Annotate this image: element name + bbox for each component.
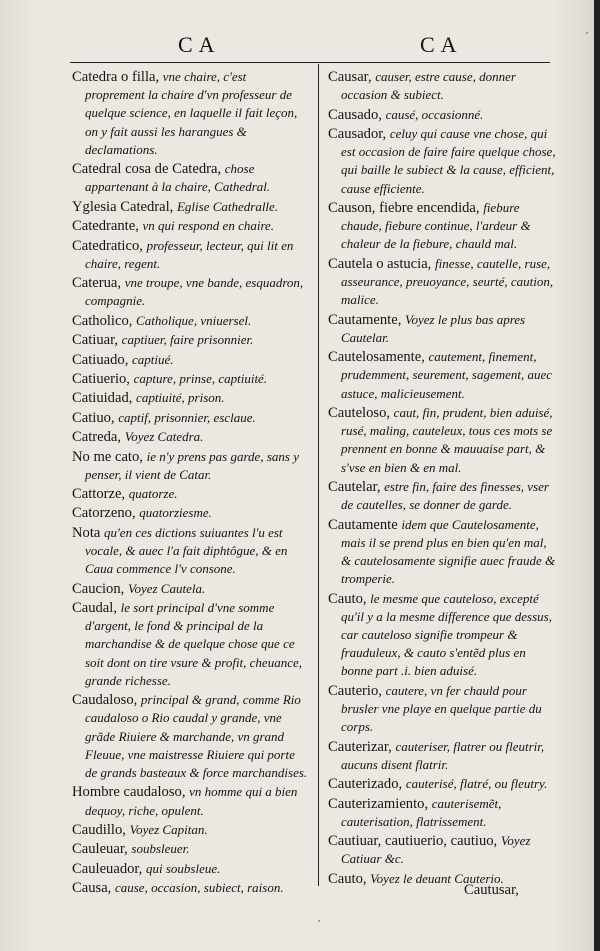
dictionary-entry (72, 524, 309, 579)
dictionary-entry (72, 783, 309, 819)
dictionary-entry (72, 428, 309, 446)
dictionary-entry (328, 795, 556, 831)
entry-headword: Cautela o astucia, (328, 255, 435, 272)
entry-headword: Catreda, (72, 429, 125, 446)
entry-definition: Voyez le plus bas apres Cautelar. (341, 311, 526, 345)
entry-headword: Cauleuador, (72, 860, 146, 877)
dictionary-entry (72, 409, 309, 427)
entry-headword: Causar, (328, 69, 376, 85)
dictionary-entry (72, 160, 309, 196)
dictionary-entry (328, 311, 556, 347)
entry-definition: qui soubsleue. (145, 860, 221, 876)
entry-headword: Catedratico, (72, 237, 147, 254)
running-header (70, 30, 550, 64)
entry-headword: Catiuar, (72, 332, 122, 349)
entry-definition: finesse, cautelle, ruse, asseurance, preuoyance, seurté, caution, malice. (341, 255, 554, 308)
dictionary-entry (72, 389, 309, 407)
entry-definition: captif, prisonnier, esclaue. (118, 409, 256, 425)
header-right: CA (420, 32, 463, 57)
entry-definition: estre fin, faire des finesses, vser de cautelles, se donner de garde. (341, 478, 549, 513)
header-left: CA (178, 32, 221, 57)
ink-speck (318, 920, 320, 922)
dictionary-entry (328, 478, 556, 514)
entry-headword: Cauto, (328, 590, 371, 607)
entry-headword: Cattorze, (72, 486, 129, 503)
entry-headword: Causado, (328, 106, 386, 123)
entry-definition: vne troupe, vne bande, esquadron, compagnie. (85, 275, 304, 309)
entry-definition: le sort principal d'vne somme d'argent, le fond & principal de la marchandise & de quelque chose que ce soit dont on tire vsure & profit, cheuance, grande richesse. (85, 600, 302, 688)
entry-definition: cauteriser, flatrer ou fleutrir, aucuns disent flatrir. (341, 738, 545, 772)
left-column (72, 68, 309, 899)
dictionary-entry (328, 125, 556, 198)
entry-definition: celuy qui cause vne chose, qui est occasion de faire faire quelque chose, qui baille le subiect & la cause, efficient, cause efficiente. (341, 125, 556, 196)
entry-definition: quatorze. (128, 486, 178, 502)
entry-headword: Catedra o filla, (72, 69, 163, 85)
entry-definition: professeur, lecteur, qui lit en chaire, regent. (85, 237, 294, 271)
entry-definition: qu'en ces dictions suiuantes l'u est vocale, & auec l'a fait diphtôgue, & en Caua commence l'v consone. (85, 524, 288, 577)
entry-definition: causé, occasionné. (385, 106, 484, 122)
dictionary-entry (72, 879, 309, 897)
right-column (328, 68, 556, 889)
entry-headword: Cauto, (328, 870, 371, 887)
dictionary-entry (72, 821, 309, 839)
header-rule (70, 62, 550, 63)
entry-headword: Catiuerio, (72, 370, 134, 387)
dictionary-entry (72, 312, 309, 330)
entry-definition: Voyez Cautela. (127, 580, 206, 596)
dictionary-entry (328, 348, 556, 403)
entry-headword: Cautiuar, cautiuerio, cautiuo, (328, 833, 501, 850)
entry-headword: Cautamente (328, 516, 402, 533)
entry-headword: Yglesia Catedral, (72, 198, 177, 215)
dictionary-entry (72, 691, 309, 782)
entry-headword: Caudal, (72, 600, 121, 617)
entry-definition: Voyez Capitan. (129, 822, 208, 838)
entry-definition: Voyez le deuant Cauterio. (370, 870, 504, 886)
entry-headword: Hombre caudaloso, (72, 784, 190, 801)
entry-headword: Cautelosamente, (328, 349, 429, 366)
dictionary-entry (72, 580, 309, 598)
dictionary-entry (72, 370, 309, 388)
entry-definition: capture, prinse, captiuité. (133, 370, 268, 386)
entry-headword: Cauterizar, (328, 738, 396, 755)
column-divider (318, 64, 319, 886)
dictionary-entry (72, 860, 309, 878)
dictionary-entry (328, 870, 556, 888)
entry-headword: Cauleuar, (72, 841, 132, 858)
entry-definition: cause, occasion, subiect, raison. (114, 880, 284, 896)
dictionary-entry (328, 255, 556, 310)
entry-headword: Cautamente, (328, 311, 405, 328)
catchword: Cautusar, (464, 882, 519, 898)
dictionary-entry (72, 485, 309, 503)
entry-definition: cauterisemẽt, cauterisation, flatrissement. (341, 795, 502, 829)
entry-headword: Catorzeno, (72, 505, 140, 522)
entry-headword: Causa, (72, 880, 115, 897)
entry-headword: Catedral cosa de Catedra, (72, 161, 225, 178)
dictionary-entry (328, 199, 556, 254)
dictionary-entry (328, 106, 556, 124)
entry-definition: vne chaire, c'est proprement la chaire d'vn professeur de quelque science, en laquelle il fait leçon, on y fait aussi les harangues & declamations. (85, 69, 298, 157)
entry-headword: Causador, (328, 125, 390, 142)
page-edge (594, 0, 600, 951)
ink-speck (586, 32, 588, 34)
entry-headword: Caucion, (72, 580, 128, 597)
entry-definition: captiué. (132, 351, 174, 367)
entry-headword: Caudaloso, (72, 692, 141, 709)
entry-headword: Cauterizamiento, (328, 795, 432, 812)
dictionary-entry (72, 331, 309, 349)
entry-definition: captiuer, faire prisonnier. (121, 332, 254, 348)
entry-headword: Catholico, (72, 312, 137, 329)
entry-headword: Nota (72, 524, 105, 541)
dictionary-entry (328, 68, 556, 104)
entry-definition: chose appartenant à la chaire, Cathedral. (85, 161, 271, 195)
entry-headword: Cauterio, (328, 682, 386, 699)
dictionary-entry (72, 198, 309, 216)
entry-definition: soubsleuer. (131, 841, 190, 857)
entry-headword: Causon, fiebre encendida, (328, 199, 484, 216)
dictionary-entry (72, 68, 309, 159)
dictionary-entry (72, 599, 309, 690)
entry-definition: Eglise Cathedralle. (176, 198, 279, 214)
dictionary-entry (328, 682, 556, 737)
dictionary-entry (72, 237, 309, 273)
entry-definition: Voyez Catedra. (124, 429, 204, 445)
entry-headword: Cauteloso, (328, 404, 394, 421)
entry-headword: Catiuado, (72, 351, 132, 368)
dictionary-entry (72, 840, 309, 858)
entry-definition: vn homme qui a bien dequoy, riche, opulent. (85, 784, 298, 818)
entry-definition: cauterisé, flatré, ou fleutry. (405, 776, 548, 792)
entry-headword: Catedrante, (72, 218, 143, 235)
dictionary-entry (328, 590, 556, 681)
dictionary-entry (72, 217, 309, 235)
entry-definition: quatorziesme. (139, 505, 212, 521)
dictionary-entry (328, 404, 556, 477)
entry-definition: Catholique, vniuersel. (136, 312, 252, 328)
entry-definition: vn qui respond en chaire. (142, 218, 275, 234)
entry-definition: fiebure chaude, fiebure continue, l'ardeur & chaleur de la fiebure, chauld mal. (341, 199, 531, 252)
entry-definition: Voyez Catiuar &c. (341, 833, 531, 867)
entry-definition: causer, estre cause, donner occasion & subiect. (341, 69, 516, 103)
entry-definition: idem que Cautelosamente, mais il se prend plus en bien qu'en mal, & cautelosamente signifie auec fraude & tromperie. (341, 516, 556, 587)
dictionary-entry (72, 351, 309, 369)
entry-definition: cautement, finement, prudemment, seurement, sagement, auec astuce, malicieusement. (341, 349, 553, 401)
entry-definition: captiuité, prison. (136, 390, 225, 406)
entry-definition: le mesme que cauteloso, excepté qu'il y a la mesme difference que dessus, car cauteloso signifie trompeur & frauduleux, & cauto s'entẽd plus en bonne part .i. bien aduisé. (341, 590, 552, 679)
entry-definition: caut, fin, prudent, bien aduisé, rusé, maling, cauteleux, tous ces mots se prennent en bonne & mauuaise part, & s'vse en bien & en mal. (341, 404, 553, 475)
dictionary-entry (72, 274, 309, 310)
dictionary-entry (72, 448, 309, 484)
entry-headword: Cautelar, (328, 478, 385, 495)
entry-definition: principal & grand, comme Rio caudaloso o Rio caudal y grande, vne grãde Riuiere & marchande, vn grand Fleuue, vne maistresse Riuiere qui porte de grands basteaux & force marchandises. (85, 692, 308, 781)
dictionary-entry (328, 738, 556, 774)
entry-headword: No me cato, (72, 448, 147, 465)
dictionary-entry (328, 832, 556, 868)
entry-headword: Caudillo, (72, 822, 130, 839)
entry-headword: Cauterizado, (328, 776, 406, 793)
entry-definition: cautere, vn fer chauld pour brusler vne playe en quelque partie du corps. (341, 682, 542, 735)
entry-headword: Catiuo, (72, 409, 119, 426)
dictionary-entry (328, 775, 556, 793)
dictionary-entry (72, 504, 309, 522)
entry-definition: ie n'y prens pas garde, sans y penser, il vient de Catar. (85, 448, 299, 482)
dictionary-entry (328, 516, 556, 589)
entry-headword: Caterua, (72, 275, 125, 292)
entry-headword: Catiuidad, (72, 390, 137, 407)
